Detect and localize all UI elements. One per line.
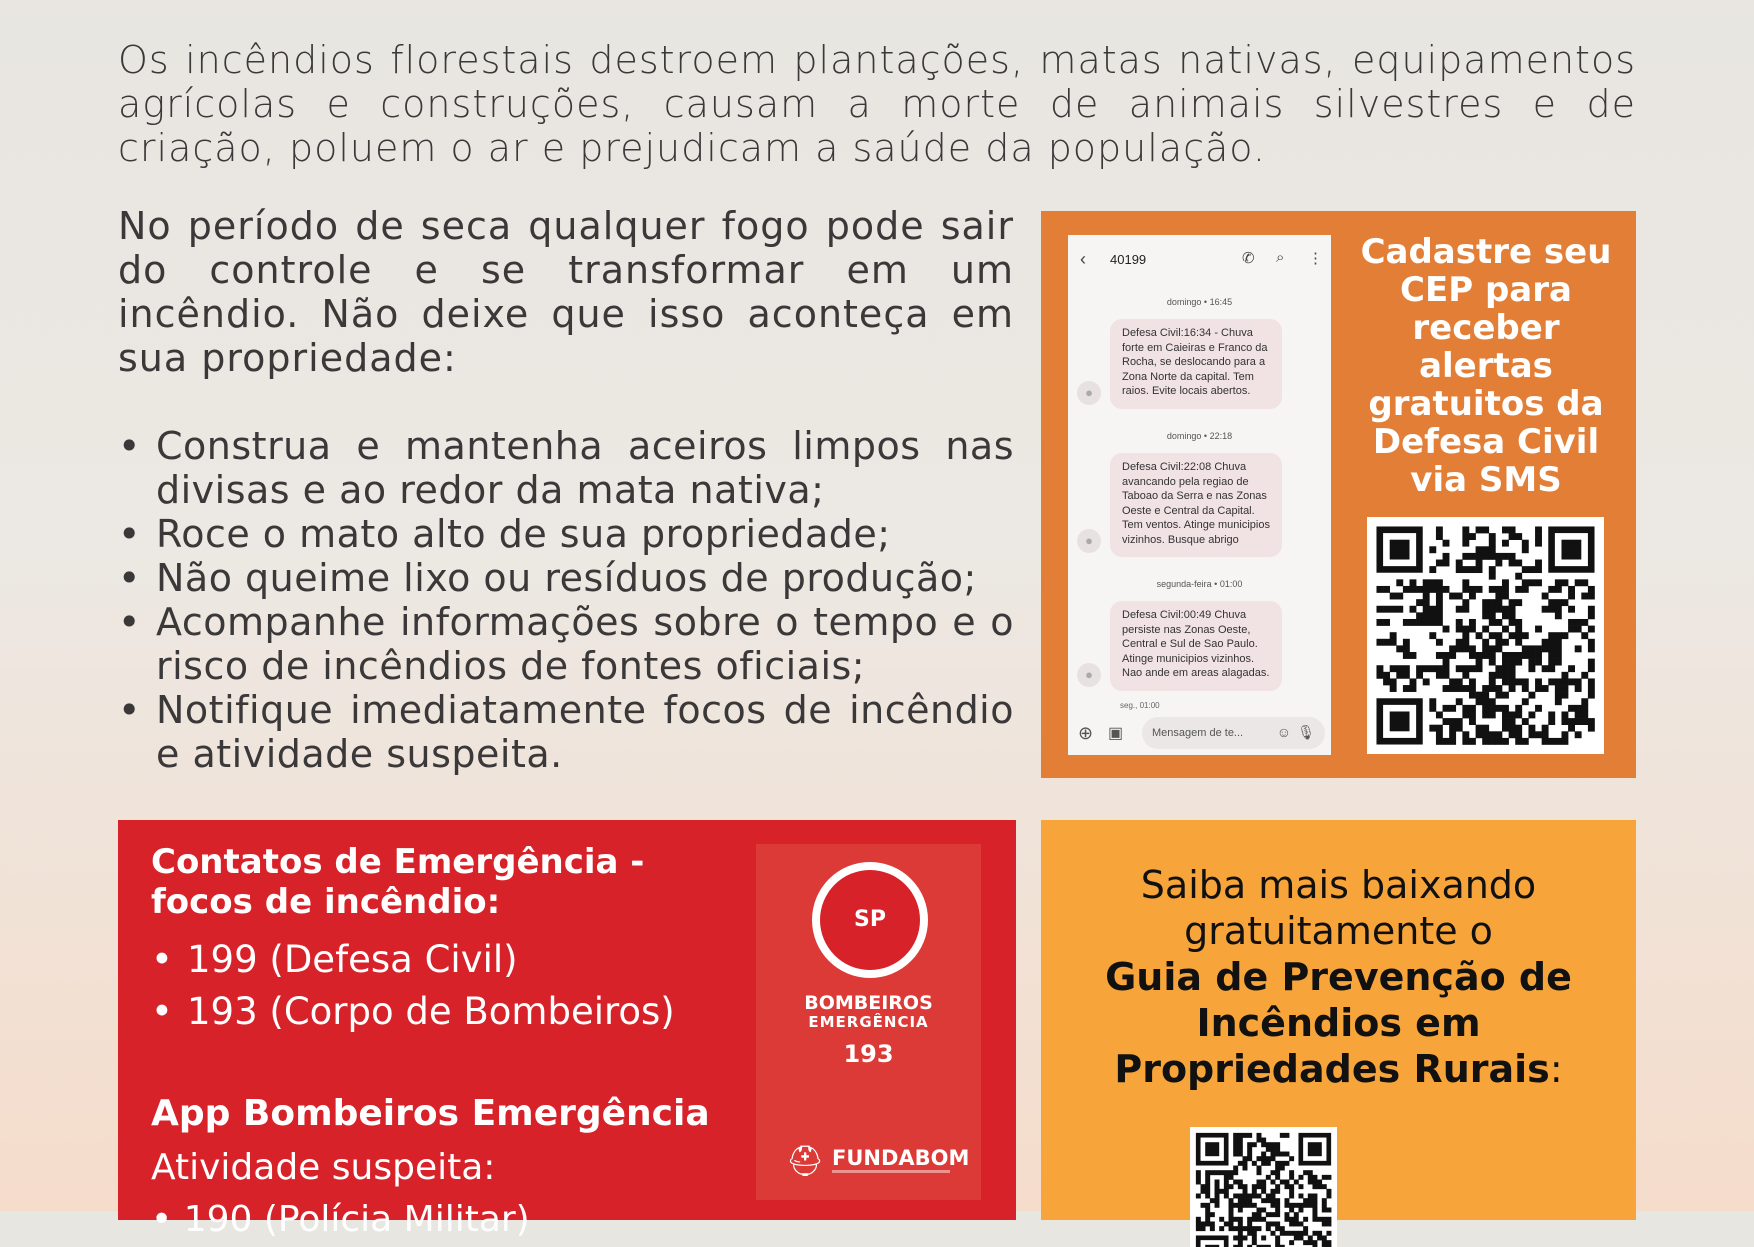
message-date: domingo • 22:18 — [1166, 431, 1233, 441]
emergency-contacts-list — [151, 934, 675, 1038]
guide-text: Saiba mais baixando gratuitamente o Guia de Prevenção de Incêndios em Propriedades Rurais: — [1105, 863, 1572, 1091]
more-icon: ⋮ — [1308, 250, 1323, 267]
sms-qr-code — [1367, 517, 1604, 754]
gallery-icon: ▣ — [1108, 725, 1124, 742]
app-number: 193 — [843, 1040, 894, 1068]
guide-download-panel — [1041, 820, 1636, 1220]
qr-code-icon — [1367, 517, 1604, 754]
suspect-activity-number: • 190 (Polícia Militar) — [151, 1199, 530, 1240]
bombeiros-logo-icon: SP — [812, 862, 928, 978]
avatar-icon: ● — [1077, 663, 1101, 687]
app-subtitle: EMERGÊNCIA — [808, 1013, 929, 1031]
app-title: App Bombeiros Emergência — [151, 1093, 710, 1134]
app-card — [756, 844, 981, 1200]
emoji-icon: ☺ — [1276, 724, 1291, 740]
prevention-list — [118, 424, 1014, 776]
back-arrow-icon: ‹ — [1080, 249, 1086, 269]
guide-qr-code — [1190, 1127, 1337, 1247]
phone-header — [1068, 235, 1331, 283]
list-item: • 193 (Corpo de Bombeiros) — [151, 990, 675, 1033]
list-item: • Construa e mantenha aceiros limpos nas divisas e ao redor da mata nativa; — [118, 424, 1014, 512]
list-item: • Roce o mato alto de sua propriedade; — [118, 512, 891, 556]
avatar-icon: ● — [1077, 529, 1101, 553]
message-date: domingo • 16:45 — [1166, 297, 1233, 307]
qr-code-icon — [1190, 1127, 1337, 1247]
suspect-activity-label: Atividade suspeita: — [151, 1147, 496, 1188]
emergency-title: Contatos de Emergência - focos de incêndio: — [151, 842, 645, 922]
list-item: • Acompanhe informações sobre o tempo e o risco de incêndios de fontes oficiais; — [118, 600, 1014, 688]
phone-screenshot — [1068, 235, 1331, 755]
add-icon: ⊕ — [1078, 723, 1094, 743]
search-icon: ⌕ — [1276, 249, 1285, 266]
message-input: Mensagem de te... — [1142, 717, 1325, 749]
microphone-icon: 🎙 — [1297, 724, 1315, 740]
sender-number: 40199 — [1110, 252, 1147, 267]
message-date: segunda-feira • 01:00 — [1156, 579, 1243, 589]
avatar-icon: ● — [1077, 381, 1101, 405]
phone-icon: ✆ — [1242, 250, 1255, 267]
cep-signup-title: Cadastre seu CEP para receber alertas gratuitos da Defesa Civil via SMS — [1360, 232, 1612, 500]
compose-bar — [1068, 713, 1331, 755]
message-bubble: Defesa Civil:22:08 Chuva avancando pela regiao de Taboao da Serra e nas Zonas Oeste e Central da Capital. Tem ventos. Atinge municipios vizinhos. Busque abrigo — [1110, 453, 1282, 557]
message-bubble: Defesa Civil:00:49 Chuva persiste nas Zonas Oeste, Central e Sul de Sao Paulo. Atinge municipios vizinhos. Nao ande em areas alagadas. — [1110, 601, 1282, 691]
guide-title: Guia de Prevenção de Incêndios em Propriedades Rurais — [1105, 955, 1572, 1091]
last-message-time: seg., 01:00 — [1120, 701, 1160, 710]
helmet-icon: ⛑ — [786, 1144, 825, 1179]
sms-alert-panel — [1041, 211, 1636, 778]
list-item: • 199 (Defesa Civil) — [151, 938, 518, 981]
app-name: BOMBEIROS — [804, 992, 933, 1014]
intro-paragraph: Os incêndios florestais destroem plantações, matas nativas, equipamentos agrícolas e construções, causam a morte de animais silvestres e de criação, poluem o ar e prejudicam a saúde da população. — [118, 38, 1636, 170]
list-item: • Não queime lixo ou resíduos de produção; — [118, 556, 977, 600]
drought-paragraph: No período de seca qualquer fogo pode sair do controle e se transformar em um incêndio. Não deixe que isso aconteça em sua propriedade: — [118, 204, 1014, 380]
emergency-contacts-panel — [118, 820, 1016, 1240]
fundabom-logo: ⛑ FUNDABOM — [786, 1142, 956, 1182]
message-bubble: Defesa Civil:16:34 - Chuva forte em Caieiras e Franco da Rocha, se deslocando para a Zona Norte da capital. Tem raios. Evite locais abertos. — [1110, 319, 1282, 409]
list-item: • Notifique imediatamente focos de incêndio e atividade suspeita. — [118, 688, 1014, 776]
